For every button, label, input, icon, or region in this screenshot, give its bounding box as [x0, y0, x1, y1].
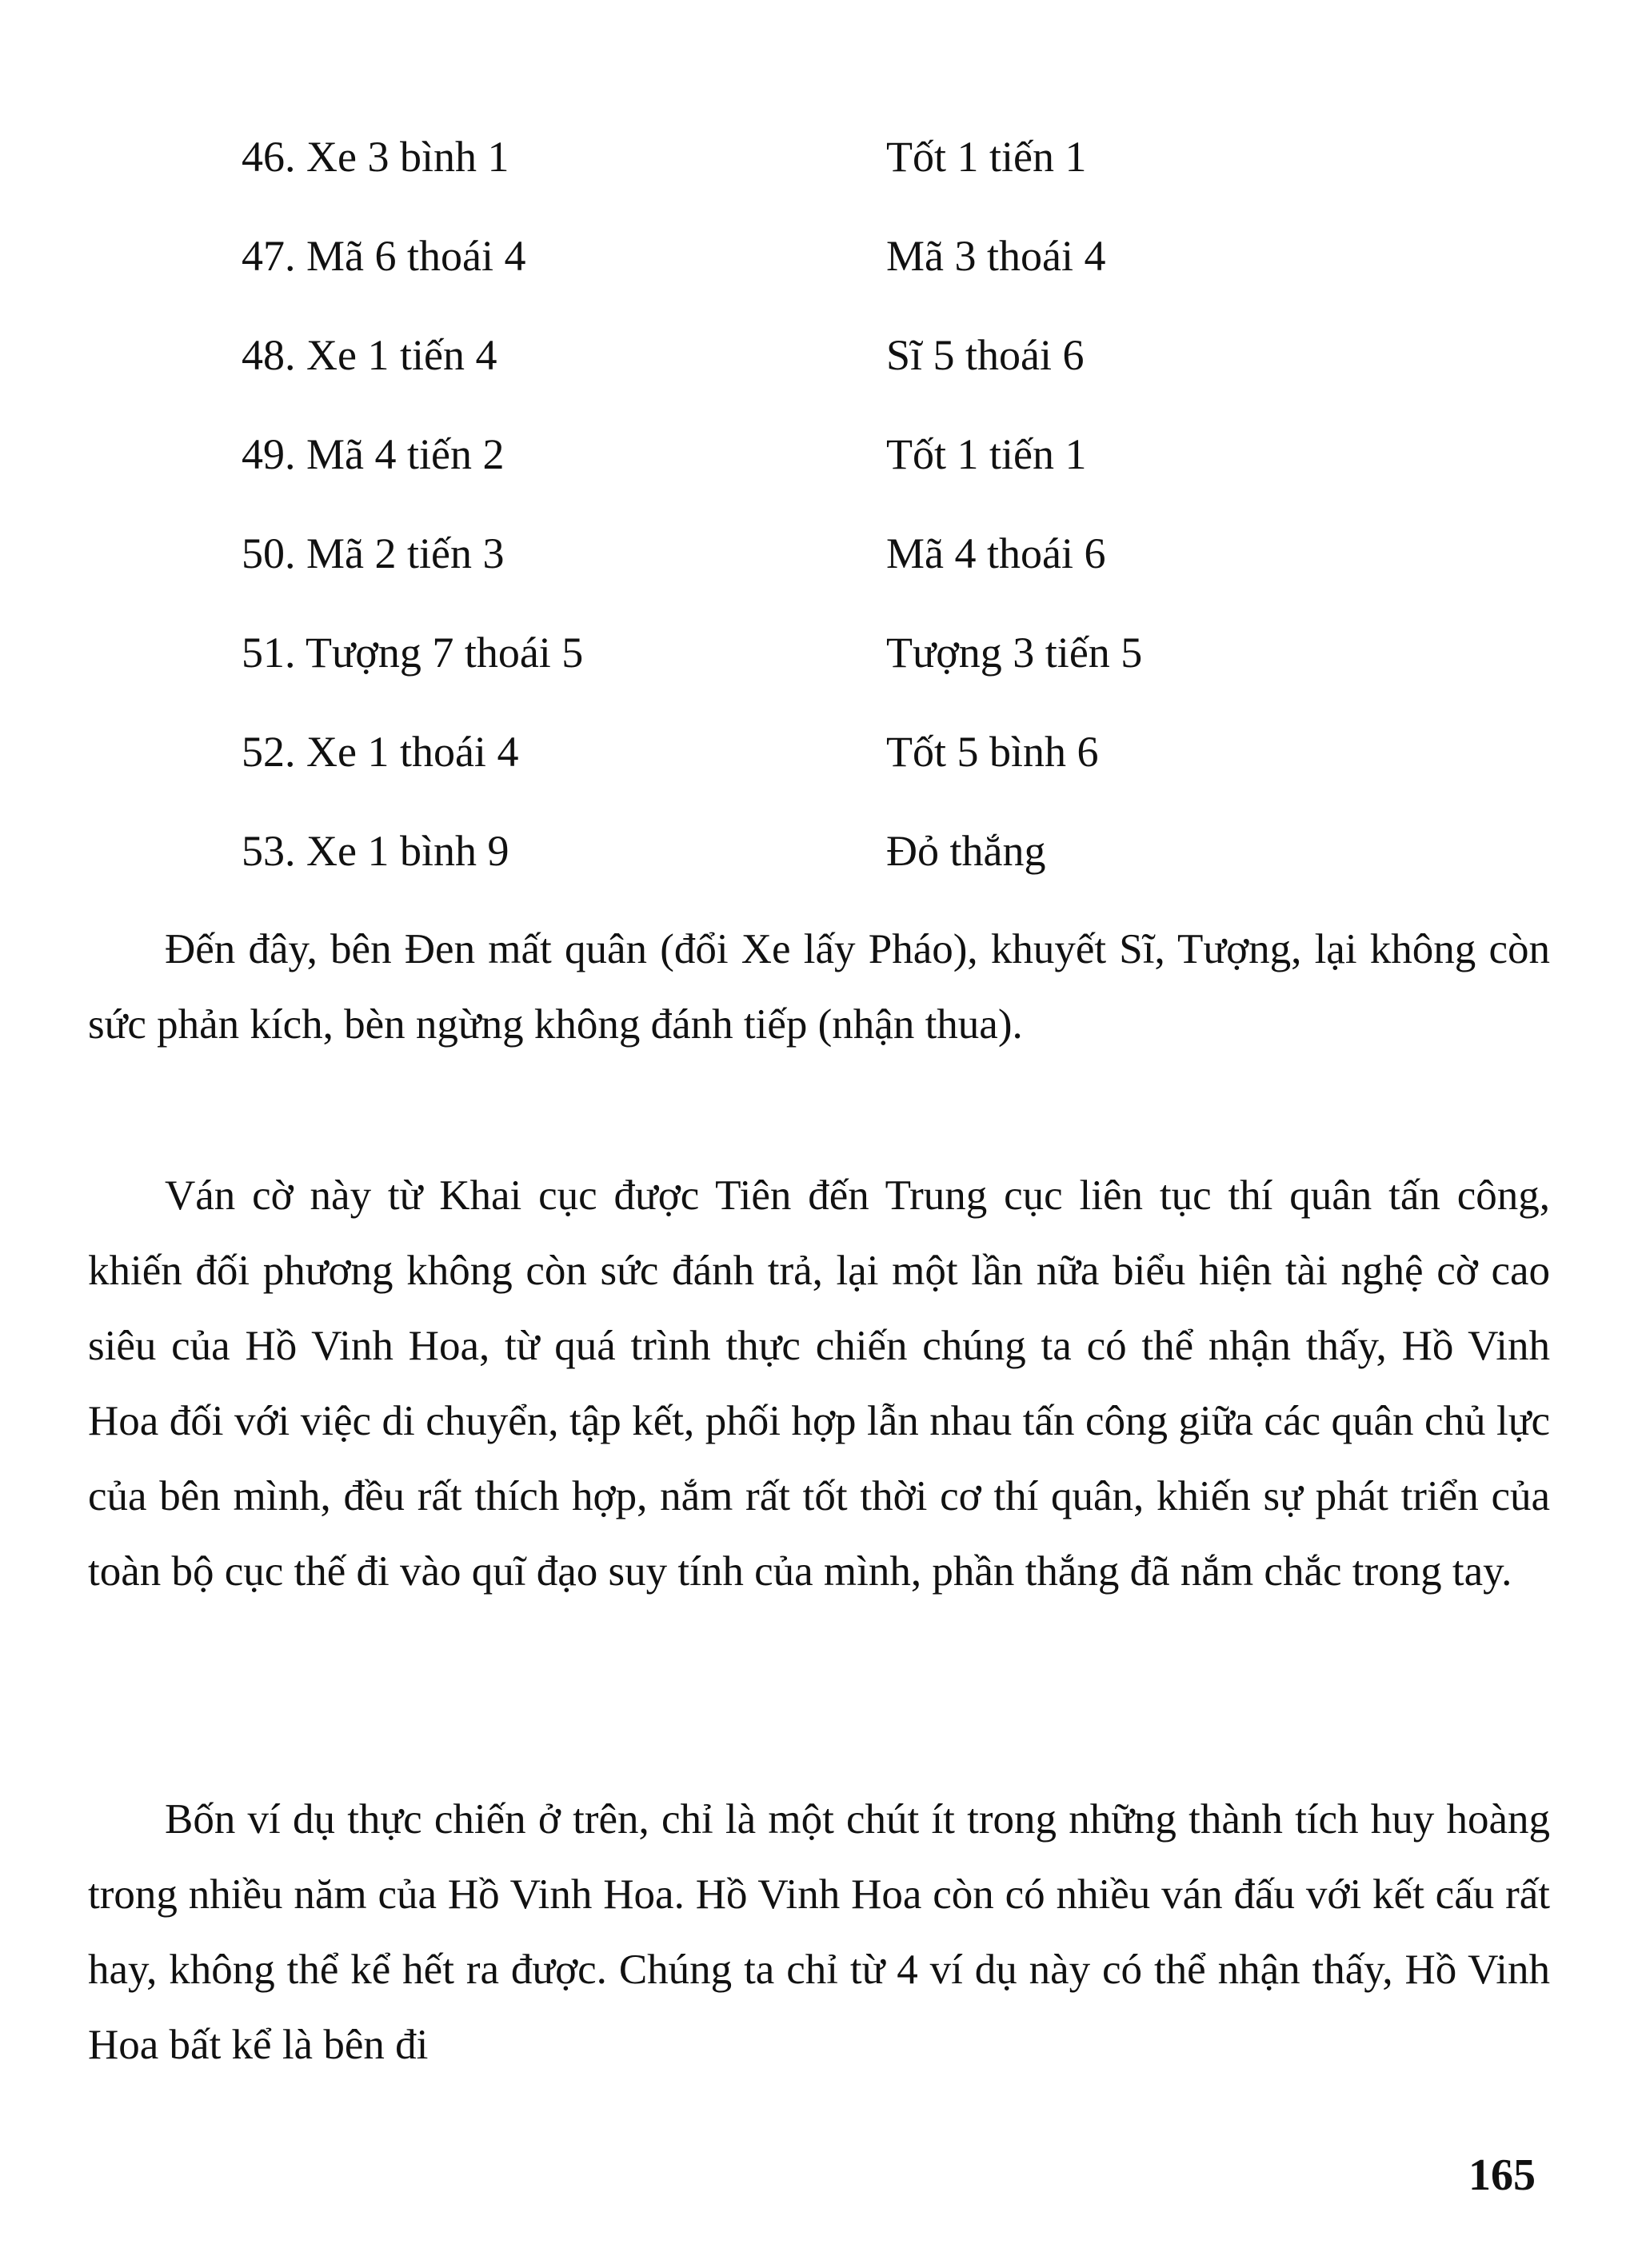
move-row: [0, 801, 1638, 900]
move-row: [0, 405, 1638, 504]
red-move: 46. Xe 3 bình 1: [242, 133, 509, 181]
red-move: 51. Tượng 7 thoái 5: [242, 629, 584, 677]
red-move: 50. Mã 2 tiến 3: [242, 529, 505, 577]
move-row: [0, 603, 1638, 702]
black-move: Tượng 3 tiến 5: [886, 629, 1143, 677]
move-row: [0, 305, 1638, 405]
black-move: Đỏ thắng: [886, 827, 1046, 875]
black-move: Tốt 5 bình 6: [886, 728, 1099, 776]
move-row: [0, 702, 1638, 801]
paragraph-analysis: Ván cờ này từ Khai cục được Tiên đến Trung cục liên tục thí quân tấn công, khiến đối phương không còn sức đánh trả, lại một lần nữa biểu hiện tài nghệ cờ cao siêu của Hồ Vinh Hoa, từ quá trình thực chiến chúng ta có thể nhận thấy, Hồ Vinh Hoa đối với việc di chuyển, tập kết, phối hợp lẫn nhau tấn công giữa các quân chủ lực của bên mình, đều rất thích hợp, nắm rất tốt thời cơ thí quân, khiến sự phát triển của toàn bộ cục thế đi vào quĩ đạo suy tính của mình, phần thắng đã nắm chắc trong tay.: [88, 1172, 1550, 1595]
red-move: 48. Xe 1 tiến 4: [242, 331, 497, 379]
red-move: 53. Xe 1 bình 9: [242, 827, 509, 875]
black-move: Tốt 1 tiến 1: [886, 430, 1087, 478]
red-move: 47. Mã 6 thoái 4: [242, 232, 526, 280]
black-move: Sĩ 5 thoái 6: [886, 331, 1085, 379]
black-move: Mã 3 thoái 4: [886, 232, 1106, 280]
red-move: 52. Xe 1 thoái 4: [242, 728, 519, 776]
black-move: Tốt 1 tiến 1: [886, 133, 1087, 181]
paragraph-conclusion: Đến đây, bên Đen mất quân (đổi Xe lấy Pháo), khuyết Sĩ, Tượng, lại không còn sức phản kích, bèn ngừng không đánh tiếp (nhận thua).: [88, 926, 1550, 1048]
move-row: [0, 504, 1638, 603]
paragraph-summary: Bốn ví dụ thực chiến ở trên, chỉ là một chút ít trong những thành tích huy hoàng trong nhiều năm của Hồ Vinh Hoa. Hồ Vinh Hoa còn có nhiều ván đấu với kết cấu rất hay, không thể kể hết ra được. Chúng ta chỉ từ 4 ví dụ này có thể nhận thấy, Hồ Vinh Hoa bất kể là bên đi: [88, 1796, 1550, 2068]
black-move: Mã 4 thoái 6: [886, 529, 1106, 577]
move-row: [0, 107, 1638, 206]
red-move: 49. Mã 4 tiến 2: [242, 430, 505, 478]
page-number: 165: [1468, 2150, 1536, 2200]
move-row: [0, 206, 1638, 305]
